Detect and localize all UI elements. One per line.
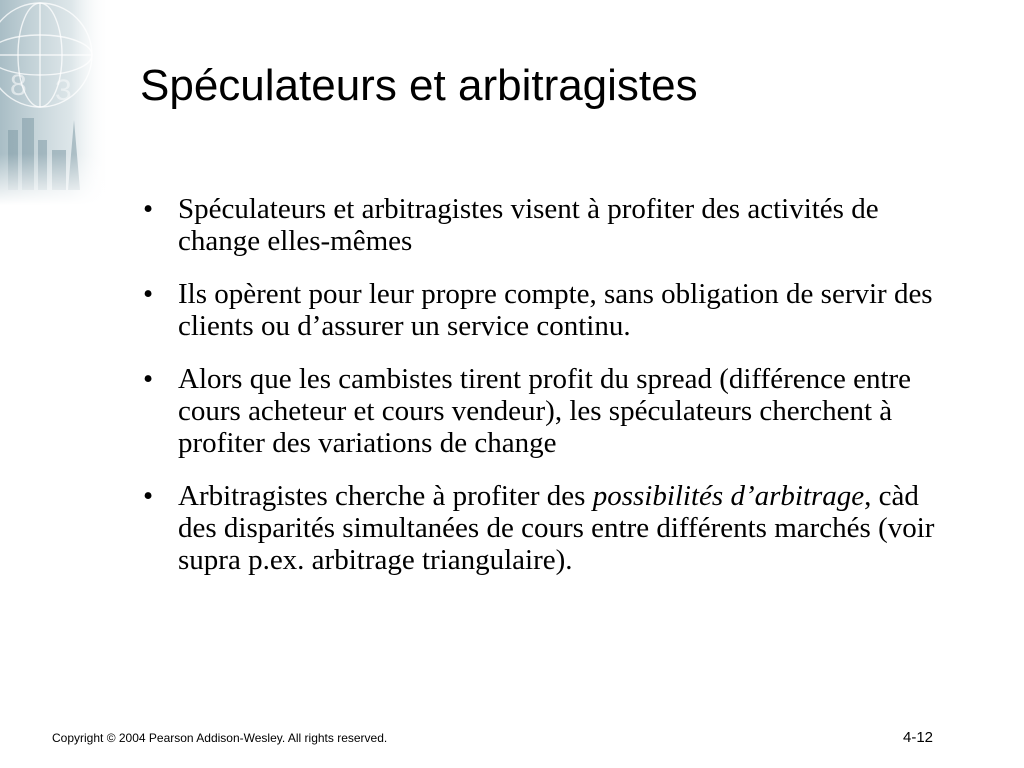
bullet-text-italic: possibilités d’arbitrage	[592, 480, 865, 512]
bullet-item	[143, 363, 943, 459]
bullet-text: Spéculateurs et arbitragistes visent à profiter des activités de change elles-mêmes	[178, 193, 879, 257]
bullet-text: Alors que les cambistes tirent profit du spread (différence entre cours acheteur et cours vendeur), les spéculateurs cherchent à profiter des variations de change	[178, 363, 912, 459]
bullet-item	[143, 193, 943, 257]
footer-copyright: Copyright © 2004 Pearson Addison-Wesley. All rights reserved.	[52, 731, 388, 745]
bullet-marker: •	[143, 480, 154, 512]
bullet-list	[143, 193, 943, 597]
slide-title: Spéculateurs et arbitragistes	[140, 61, 698, 110]
bullet-item	[143, 278, 943, 342]
corner-decoration-image	[0, 0, 110, 205]
bullet-marker: •	[143, 363, 154, 395]
bullet-text: Arbitragistes cherche à profiter des	[178, 480, 593, 512]
bullet-item	[143, 480, 943, 576]
page-number: 4-12	[903, 729, 934, 746]
bullet-text: , càd des disparités simultanées de cours entre différents marchés (voir supra p.ex. arbitrage triangulaire).	[178, 480, 935, 576]
bullet-marker: •	[143, 193, 154, 225]
bullet-marker: •	[143, 278, 154, 310]
bullet-text: Ils opèrent pour leur propre compte, sans obligation de servir des clients ou d’assurer un service continu.	[178, 278, 933, 342]
